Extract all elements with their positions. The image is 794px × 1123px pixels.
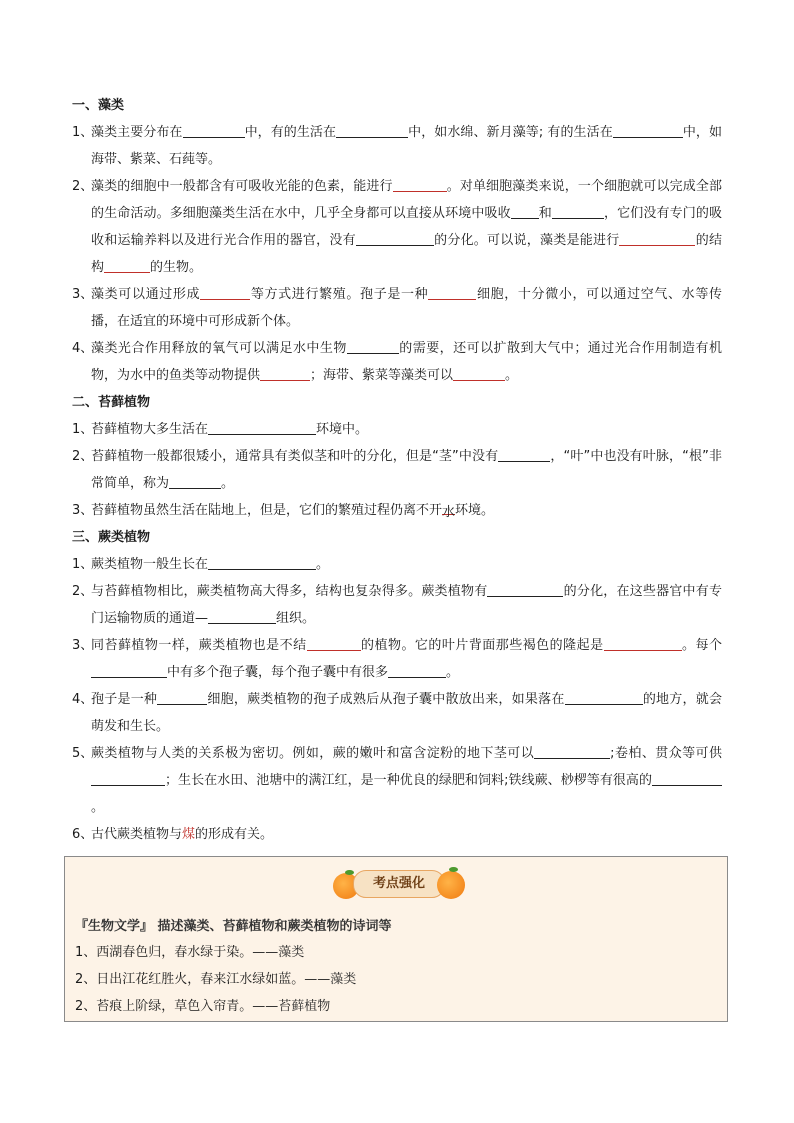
blank-field[interactable] (260, 365, 310, 381)
blank-field[interactable] (534, 743, 610, 759)
list-item: 4、 藻类光合作用释放的氧气可以满足水中生物 的需要，还可以扩散到大气中；通过光合作用制造有机物，为水中的鱼类等动物提供 ；海带、紫菜等藻类可以 。 (72, 335, 722, 389)
poem-line: 1、西湖春色归，春水绿于染。——藻类 (75, 945, 305, 960)
item-number: 1、 (72, 125, 94, 140)
key-points-box (64, 856, 728, 1022)
blank-field[interactable] (393, 176, 447, 192)
item-number: 6、 (72, 827, 94, 842)
item-number: 5、 (72, 746, 94, 761)
blank-field[interactable] (208, 419, 316, 435)
blank-field[interactable] (356, 230, 434, 246)
badge-label: 考点强化 (353, 870, 445, 898)
list-item: 1、 蕨类植物一般生长在 。 (72, 551, 722, 578)
list-item: 3、 苔藓植物虽然生活在陆地上，但是，它们的繁殖过程仍离不开水环境。 (72, 497, 722, 524)
blank-field[interactable] (453, 365, 505, 381)
blank-field[interactable] (428, 284, 476, 300)
list-item: 2、 藻类的细胞中一般都含有可吸收光能的色素，能进行 。对单细胞藻类来说，一个细胞就可以完成全部的生命活动。多细胞藻类生活在水中，几乎全身都可以直接从环境中吸收 和 ，它们没有专门的吸收和运输养料以及进行光合作用的器官，没有 的分化。可以说，藻类是能进行 的结构 的生物。 (72, 173, 722, 281)
list-item: 1、 苔藓植物大多生活在 环境中。 (72, 416, 722, 443)
blank-field[interactable] (200, 284, 250, 300)
blank-field[interactable] (613, 122, 683, 138)
blank-field[interactable] (347, 338, 399, 354)
answer-coal: 煤 (182, 827, 196, 842)
blank-field[interactable] (487, 581, 563, 597)
worksheet-content (72, 92, 722, 848)
blank-field[interactable] (169, 473, 221, 489)
answer-water: 水 (442, 499, 455, 515)
poem-line: 2、日出江花红胜火，春来江水绿如蓝。——藻类 (75, 972, 357, 987)
blank-field[interactable] (208, 608, 276, 624)
item-number: 3、 (72, 638, 94, 653)
list-item: 2、 苔藓植物一般都很矮小，通常具有类似茎和叶的分化，但是“茎”中没有 ，“叶”中也没有叶脉，“根”非常简单，称为 。 (72, 443, 722, 497)
blank-field[interactable] (183, 122, 245, 138)
item-number: 2、 (72, 179, 94, 194)
section-title-fern: 三、蕨类植物 (72, 530, 151, 545)
blank-field[interactable] (511, 203, 539, 219)
section-title-algae: 一、藻类 (72, 98, 125, 113)
list-item: 5、 蕨类植物与人类的关系极为密切。例如，蕨的嫩叶和富含淀粉的地下茎可以 ;卷柏、贯众等可供；生长在水田、池塘中的满江红，是一种优良的绿肥和饲料;铁线蕨、桫椤等有很高的。 (72, 740, 722, 821)
leaf-icon (449, 867, 458, 872)
blank-field[interactable] (157, 689, 207, 705)
callout-heading: 『生物文学』 描述藻类、苔藓植物和蕨类植物的诗词等 (75, 919, 392, 934)
orange-icon (437, 871, 465, 899)
blank-field[interactable] (498, 446, 550, 462)
poem-line: 2、苔痕上阶绿，草色入帘青。——苔藓植物 (75, 999, 331, 1014)
section-title-moss: 二、苔藓植物 (72, 395, 151, 410)
leaf-icon (345, 870, 354, 875)
item-number: 3、 (72, 287, 94, 302)
item-number: 2、 (72, 449, 94, 464)
blank-field[interactable] (336, 122, 408, 138)
blank-field[interactable] (208, 554, 316, 570)
list-item: 4、 孢子是一种 细胞，蕨类植物的孢子成熟后从孢子囊中散放出来，如果落在 的地方，就会萌发和生长。 (72, 686, 722, 740)
item-number: 4、 (72, 341, 94, 356)
item-number: 3、 (72, 503, 94, 518)
blank-field[interactable] (388, 662, 446, 678)
key-points-badge (333, 861, 463, 903)
blank-field[interactable] (652, 770, 722, 786)
list-item: 1、 藻类主要分布在 中，有的生活在 中，如水绵、新月藻等; 有的生活在 中，如海带、紫菜、石莼等。 (72, 119, 722, 173)
blank-field[interactable] (565, 689, 643, 705)
item-number: 2、 (72, 584, 94, 599)
item-number: 1、 (72, 557, 94, 572)
list-item: 6、 古代蕨类植物与煤的形成有关。 (72, 821, 722, 848)
blank-field[interactable] (104, 257, 150, 273)
blank-field[interactable] (91, 770, 165, 786)
blank-field[interactable] (604, 635, 682, 651)
list-item: 3、 同苔藓植物一样，蕨类植物也是不结 的植物。它的叶片背面那些褐色的隆起是 。每个中有多个孢子囊，每个孢子囊中有很多 。 (72, 632, 722, 686)
blank-field[interactable] (619, 230, 695, 246)
list-item: 2、 与苔藓植物相比，蕨类植物高大得多，结构也复杂得多。蕨类植物有 的分化，在这些器官中有专门运输物质的通道— 组织。 (72, 578, 722, 632)
item-number: 1、 (72, 422, 94, 437)
blank-field[interactable] (91, 662, 167, 678)
list-item: 3、 藻类可以通过形成 等方式进行繁殖。孢子是一种 细胞，十分微小，可以通过空气、水等传播，在适宜的环境中可形成新个体。 (72, 281, 722, 335)
blank-field[interactable] (552, 203, 604, 219)
item-number: 4、 (72, 692, 94, 707)
blank-field[interactable] (307, 635, 361, 651)
